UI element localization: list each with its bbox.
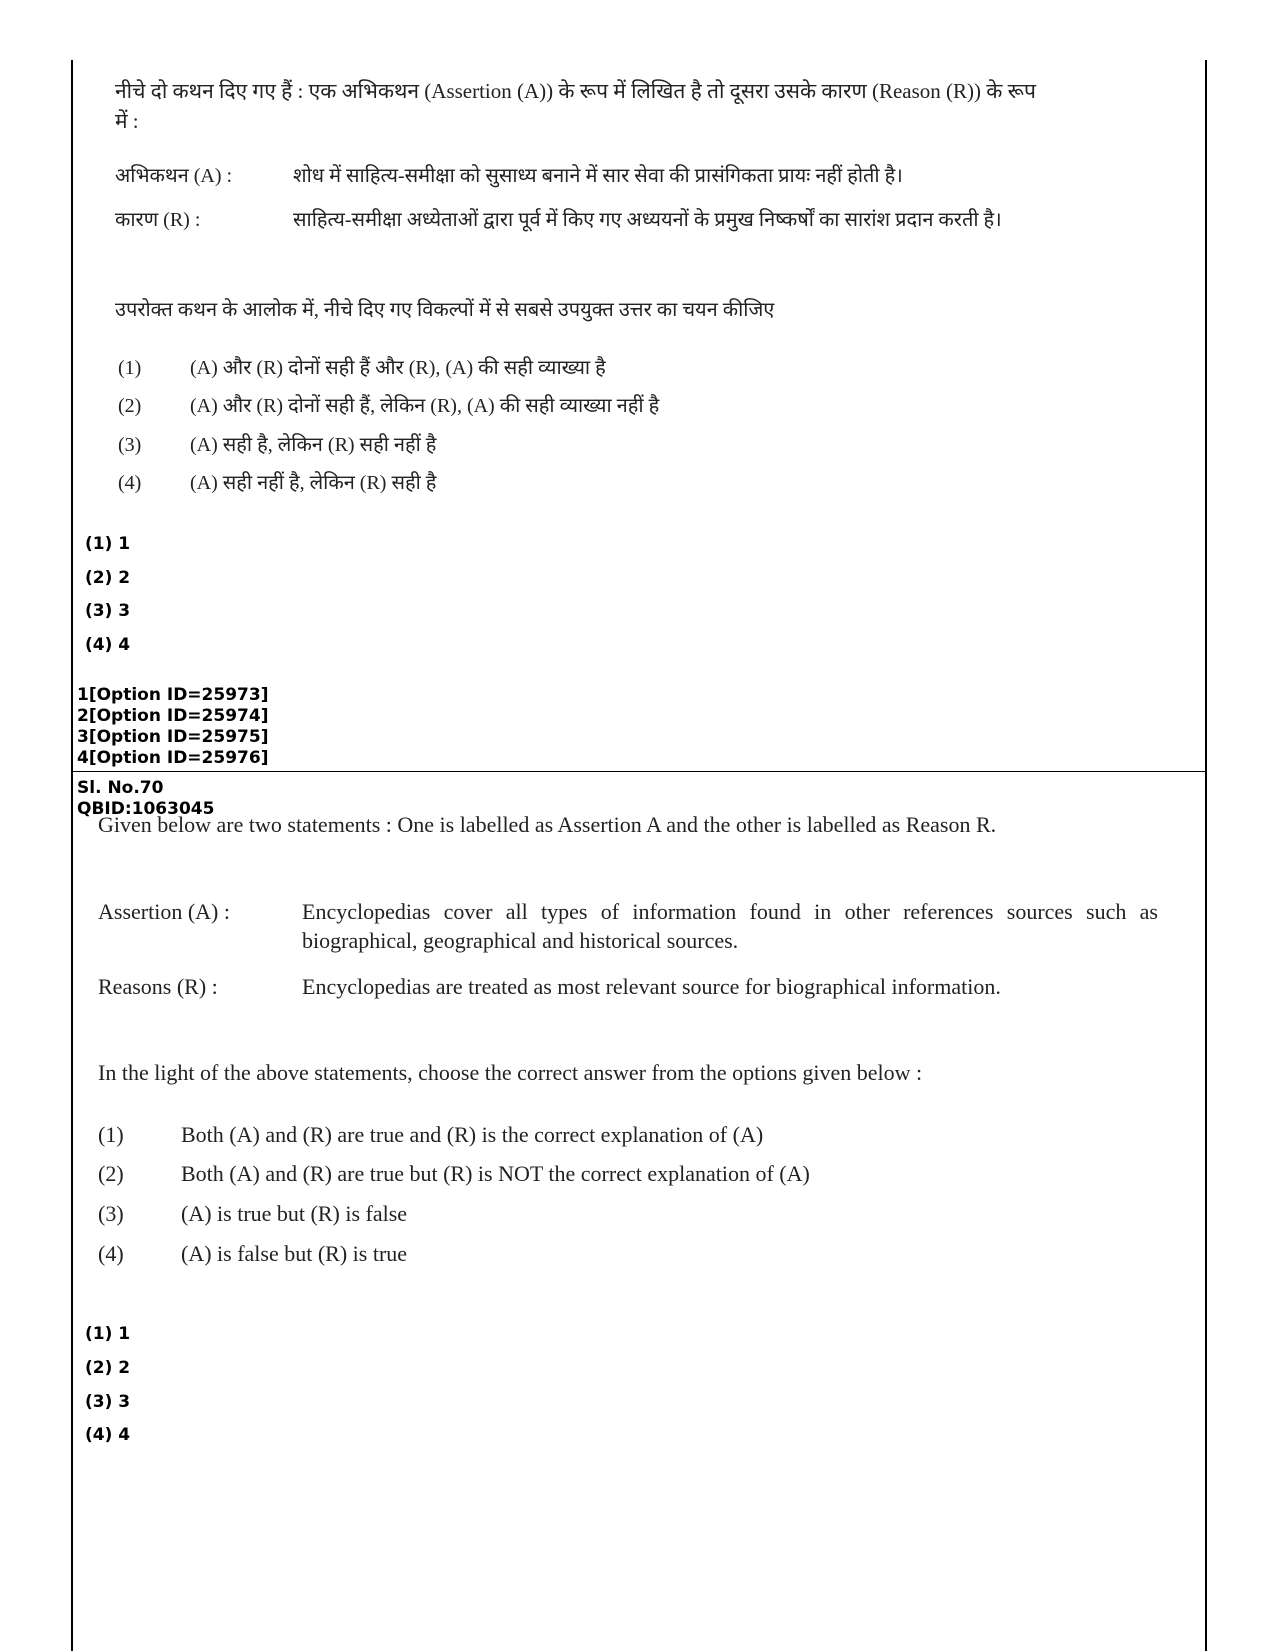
question-instruction: In the light of the above statements, choose the correct answer from the options given below : — [98, 1060, 923, 1085]
answer-option[interactable]: (1) 1 — [85, 1324, 131, 1344]
reason-label: कारण (R) : — [115, 209, 201, 231]
choice-number: (3) — [118, 434, 142, 456]
choice-item — [118, 431, 436, 459]
choice-item — [118, 469, 436, 497]
reason-row — [115, 206, 1045, 235]
choice-number: (3) — [98, 1201, 124, 1226]
answer-option[interactable]: (3) 3 — [85, 1392, 131, 1412]
option-id: 2[Option ID=25974] — [77, 706, 269, 726]
choice-number: (2) — [98, 1161, 124, 1186]
assertion-label: Assertion (A) : — [98, 899, 230, 924]
choice-item — [98, 1159, 810, 1188]
choice-item — [98, 1199, 407, 1228]
choice-number: (1) — [98, 1122, 124, 1147]
answer-option[interactable]: (4) 4 — [85, 635, 131, 655]
question-bank-id: QBID:1063045 — [77, 799, 215, 819]
reason-row — [98, 972, 1158, 1001]
choice-text: (A) और (R) दोनों सही हैं और (R), (A) की सही व्याख्या है — [190, 357, 606, 379]
option-id: 3[Option ID=25975] — [77, 727, 269, 747]
left-border-line — [71, 60, 73, 1651]
assertion-text: शोध में साहित्य-समीक्षा को सुसाध्य बनाने में सार सेवा की प्रासंगिकता प्रायः नहीं होती है। — [293, 165, 903, 187]
answer-option[interactable]: (3) 3 — [85, 601, 131, 621]
assertion-row — [115, 162, 1045, 191]
choice-number: (4) — [98, 1241, 124, 1266]
question-intro: Given below are two statements : One is labelled as Assertion A and the other is labelled as Reason R. — [98, 812, 997, 837]
option-id: 1[Option ID=25973] — [77, 685, 269, 705]
serial-number: Sl. No.70 — [77, 778, 164, 798]
assertion-label: अभिकथन (A) : — [115, 165, 233, 187]
answer-option[interactable]: (4) 4 — [85, 1425, 131, 1445]
reason-text: साहित्य-समीक्षा अध्येताओं द्वारा पूर्व में किए गए अध्ययनों के प्रमुख निष्कर्षों का सारांश प्रदान करती है। — [293, 209, 1002, 231]
choice-text: (A) is true but (R) is false — [181, 1201, 408, 1226]
question-intro: नीचे दो कथन दिए गए हैं : एक अभिकथन (Assertion (A)) के रूप में लिखित है तो दूसरा उसके कारण (Reason (R)) के रूप में : — [115, 79, 1036, 133]
choice-text: Both (A) and (R) are true but (R) is NOT the correct explanation of (A) — [181, 1161, 810, 1186]
assertion-row — [98, 897, 1158, 955]
option-id: 4[Option ID=25976] — [77, 748, 269, 768]
choice-item — [98, 1120, 763, 1149]
answer-option[interactable]: (2) 2 — [85, 568, 131, 588]
right-border-line — [1205, 60, 1207, 1651]
reason-label: Reasons (R) : — [98, 974, 218, 999]
choice-item — [118, 392, 659, 420]
choice-text: (A) सही नहीं है, लेकिन (R) सही है — [190, 472, 437, 494]
choice-number: (2) — [118, 395, 142, 417]
answer-option[interactable]: (2) 2 — [85, 1358, 131, 1378]
answer-option[interactable]: (1) 1 — [85, 534, 131, 554]
choice-item — [98, 1239, 407, 1268]
choice-number: (1) — [118, 357, 142, 379]
choice-text: Both (A) and (R) are true and (R) is the correct explanation of (A) — [181, 1122, 764, 1147]
assertion-text: Encyclopedias cover all types of information found in other references sources such as biographical, geographical and historical sources. — [302, 899, 1158, 953]
choice-text: (A) is false but (R) is true — [181, 1241, 408, 1266]
choice-item — [118, 354, 606, 382]
choice-text: (A) और (R) दोनों सही हैं, लेकिन (R), (A) की सही व्याख्या नहीं है — [190, 395, 660, 417]
question-divider — [71, 771, 1207, 772]
question-instruction: उपरोक्त कथन के आलोक में, नीचे दिए गए विकल्पों में से सबसे उपयुक्त उत्तर का चयन कीजिए — [115, 299, 775, 321]
reason-text: Encyclopedias are treated as most relevant source for biographical information. — [302, 974, 1001, 999]
choice-text: (A) सही है, लेकिन (R) सही नहीं है — [190, 434, 437, 456]
choice-number: (4) — [118, 472, 142, 494]
